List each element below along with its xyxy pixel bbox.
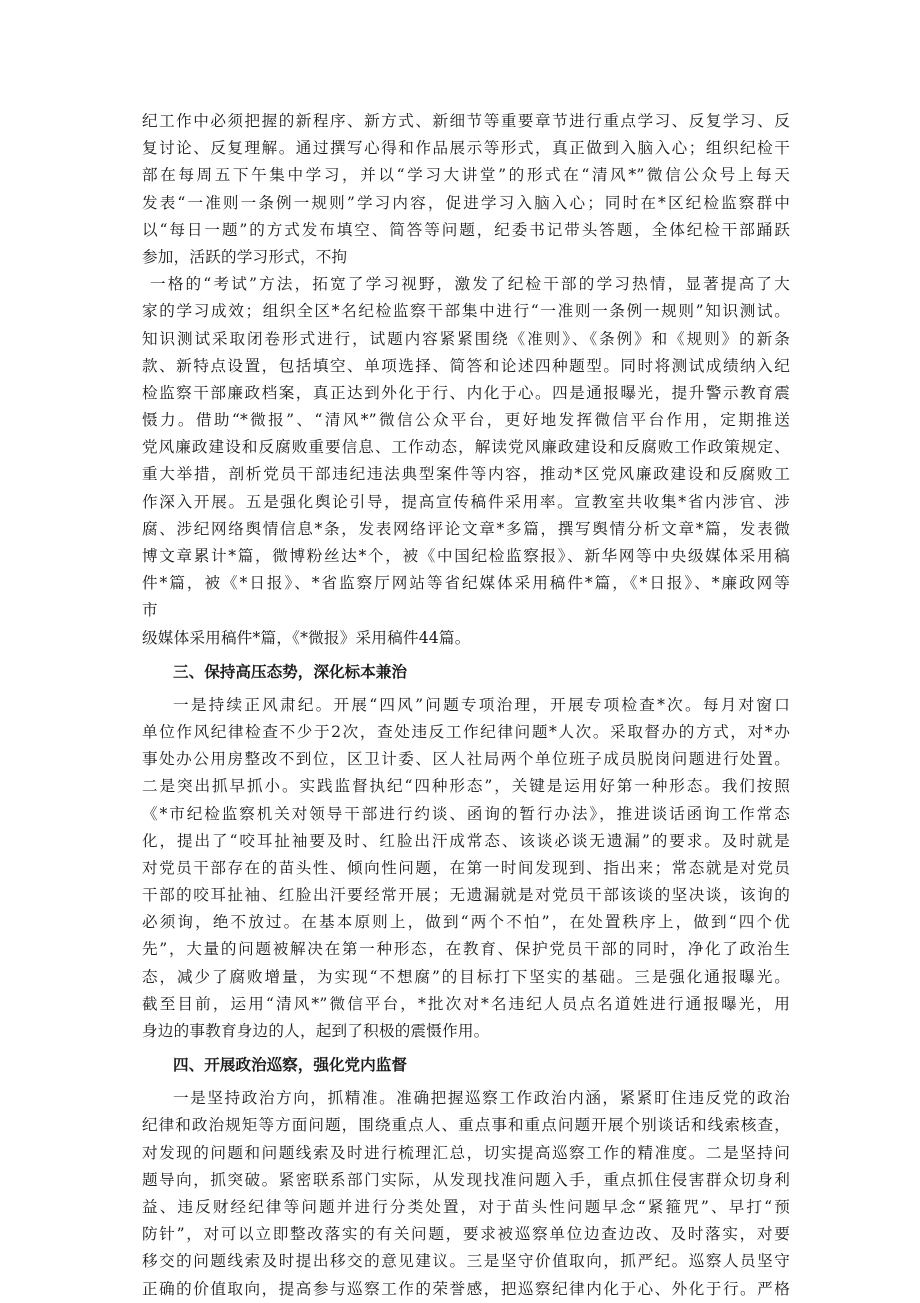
text-line: 以“每日一题”的方式发布填空、简答等问题，纪委书记带头答题，全体纪检干部踊跃 [142,220,790,239]
text-line: 纪工作中必须把握的新程序、新方式、新细节等重要章节进行重点学习、反复学习、反 [142,112,790,130]
text-line: 复讨论、反复理解。通过撰写心得和作品展示等形式，真正做到入脑入心；组织纪检干 [142,139,790,158]
text-line: 一格的“考试”方法，拓宽了学习视野，激发了纪检干部的学习热情，显著提高了大 [150,275,790,294]
text-line: 款、新特点设置，包括填空、单项选择、简答和论述四种题型。同时将测试成绩纳入纪 [142,356,790,375]
text-line: 件*篇，被《*日报》、*省监察厅网站等省纪媒体采用稿件*篇，《*日报》、*廉政网等 [142,574,790,593]
text-line: 一是持续正风肃纪。开展“四风”问题专项治理，开展专项检查*次。每月对窗口 [173,695,790,714]
text-line: 检监察干部廉政档案，真正达到外化于行、内化于心。四是通报曝光，提升警示教育震 [142,383,790,402]
text-line: 化，提出了“咬耳扯袖要及时、红脸出汗成常态、该谈必谈无遗漏”的要求。及时就是 [142,831,790,850]
text-line: 对党员干部存在的苗头性、倾向性问题，在第一时间发现到、指出来；常态就是对党员 [142,858,790,877]
text-line: 腐、涉纪网络舆情信息*条，发表网络评论文章*多篇，撰写舆情分析文章*篇，发表微 [142,519,790,538]
text-line: 干部的咬耳扯袖、红脸出汗要经常开展；无遗漏就是对党员干部该谈的坚决谈，该询的 [142,886,790,905]
text-line: 博文章累计*篇，微博粉丝达*个，被《中国纪检监察报》、新华网等中央级媒体采用稿 [142,547,790,565]
section-heading-4: 四、开展政治巡察，强化党内监督 [173,1056,407,1075]
paragraph-4 [142,692,790,1045]
text-line: 纪律和政治规矩等方面问题，围绕重点人、重点事和重点问题开展个别谈话和线索核查， [142,1116,790,1135]
text-line: 参加，活跃的学习形式，不拘 [142,247,348,266]
text-line: 重大举措，剖析党员干部违纪违法典型案件等内容，推动*区党风廉政建设和反腐败工 [142,465,790,484]
text-line: 题导向，抓突破。紧密联系部门实际，从发现找准问题入手，重点抓住侵害群众切身利 [142,1170,790,1189]
text-line: 部在每周五下午集中学习，并以“学习大讲堂”的形式在“清风*”微信公众号上每天 [142,166,790,185]
section-heading-3: 三、保持高压态势，深化标本兼治 [173,662,407,681]
text-line: 《*市纪检监察机关对领导干部进行约谈、函询的暂行办法》，推进谈话函询工作常态 [142,804,790,823]
text-line: 益、违反财经纪律等问题并进行分类处置，对于苗头性问题早念“紧箍咒”、早打“预 [142,1197,790,1216]
text-line: 对发现的问题和问题线索及时进行梳理汇总，切实提高巡察工作的精准度。二是坚持问 [142,1143,790,1162]
text-line: 二是突出抓早抓小。实践监督执纪“四种形态”，关键是运用好第一种形态。我们按照 [142,777,790,796]
text-line: 防针”，对可以立即整改落实的有关问题，要求被巡察单位边查边改、及时落实，对要 [142,1225,790,1244]
text-line: 一是坚持政治方向，抓精准。准确把握巡察工作政治内涵，紧紧盯住违反党的政治 [173,1089,790,1108]
text-line: 正确的价值取向，提高参与巡察工作的荣誉感，把巡察纪律内化于心、外化于行。严格 [142,1279,790,1298]
paragraph-1 [142,108,790,271]
text-line: 身边的事教育身边的人，起到了积极的震慑作用。 [142,1022,490,1040]
text-line: 态，减少了腐败增量，为实现“不想腐”的目标打下坚实的基础。三是强化通报曝光。 [142,967,790,986]
text-line: 知识测试采取闭卷形式进行，试题内容紧紧围绕《准则》、《条例》和《规则》的新条 [142,329,790,348]
text-line: 家的学习成效；组织全区*名纪检监察干部集中进行“一准则一条例一规则”知识测试。 [142,302,790,321]
paragraph-5 [142,1085,790,1303]
text-line: 截至目前，运用“清风*”微信平台，*批次对*名违纪人员点名道姓进行通报曝光，用 [142,994,790,1013]
paragraph-2 [142,271,790,624]
document-page [142,108,790,1303]
text-line: 单位作风纪律检查不少于2次，查处违反工作纪律问题*人次。采取督办的方式，对*办 [142,722,790,741]
text-line: 党风廉政建设和反腐败重要信息、工作动态，解读党风廉政建设和反腐败工作政策规定、 [142,438,790,457]
text-line: 级媒体采用稿件*篇，《*微报》采用稿件44篇。 [142,628,471,647]
paragraph-3 [142,625,790,652]
text-line: 市 [142,601,158,620]
text-line: 发表“一准则一条例一规则”学习内容，促进学习入脑入心；同时在*区纪检监察群中 [142,193,790,212]
text-line: 作深入开展。五是强化舆论引导，提高宣传稿件采用率。宣教室共收集*省内涉官、涉 [142,492,790,511]
text-line: 慑力。借助“*微报”、“清风*”微信公众平台，更好地发挥微信平台作用，定期推送 [142,411,790,430]
text-line: 事处办公用房整改不到位，区卫计委、区人社局两个单位班子成员脱岗问题进行处置。 [142,750,790,769]
text-line: 先”，大量的问题被解决在第一种形态，在教育、保护党员干部的同时，净化了政治生 [142,940,790,959]
text-line: 必须询，绝不放过。在基本原则上，做到“两个不怕”，在处置秩序上，做到“四个优 [142,913,790,932]
text-line: 移交的问题线索及时提出移交的意见建议。三是坚守价值取向，抓严纪。巡察人员坚守 [142,1252,790,1271]
